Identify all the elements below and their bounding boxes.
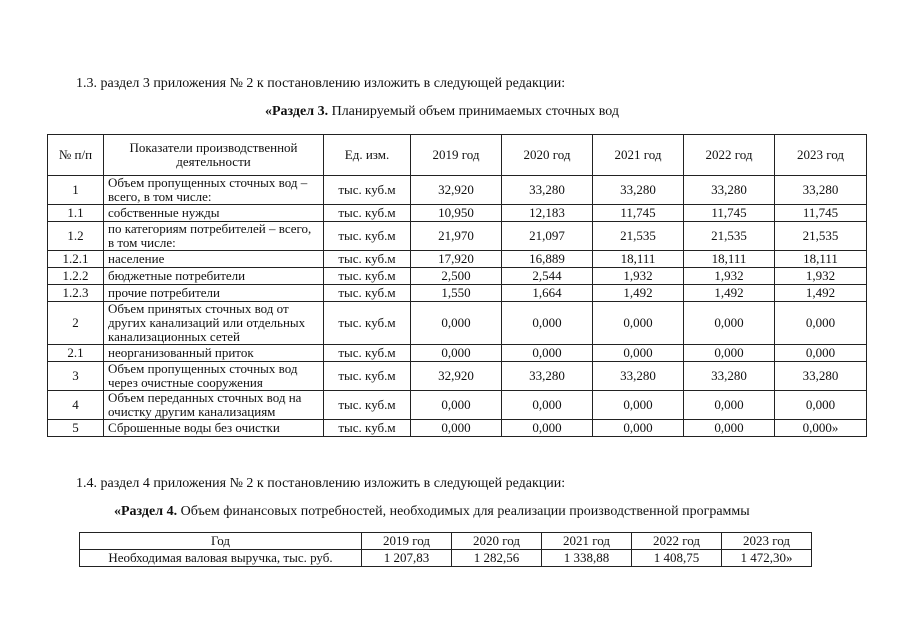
column-header: 2021 год (542, 533, 632, 550)
planned-wastewater-table (47, 134, 867, 437)
column-header: Показатели производственной деятельности (104, 135, 324, 176)
row-unit: тыс. куб.м (324, 222, 411, 251)
column-header: 2020 год (502, 135, 593, 176)
row-value: 0,000 (411, 391, 502, 420)
row-unit: тыс. куб.м (324, 362, 411, 391)
row-value: 32,920 (411, 176, 502, 205)
row-number: 3 (48, 362, 104, 391)
row-value: 0,000 (502, 391, 593, 420)
row-value: 0,000 (775, 345, 867, 362)
row-label: по категориям потребителей – всего, в том числе: (104, 222, 324, 251)
row-value: 0,000» (775, 420, 867, 437)
row-value: 0,000 (411, 345, 502, 362)
row-value: 0,000 (593, 302, 684, 345)
row-number: 2 (48, 302, 104, 345)
row-unit: тыс. куб.м (324, 420, 411, 437)
section4-intro: 1.4. раздел 4 приложения № 2 к постановлению изложить в следующей редакции: (76, 476, 566, 491)
row-value: 21,097 (502, 222, 593, 251)
section4-title-bold: «Раздел 4. (114, 504, 178, 519)
column-header: № п/п (48, 135, 104, 176)
row-number: 2.1 (48, 345, 104, 362)
column-header: 2023 год (722, 533, 812, 550)
table-row (48, 222, 867, 251)
table-row (48, 268, 867, 285)
row-value: 16,889 (502, 251, 593, 268)
row-value: 10,950 (411, 205, 502, 222)
row-unit: тыс. куб.м (324, 302, 411, 345)
row-value: 17,920 (411, 251, 502, 268)
row-number: 4 (48, 391, 104, 420)
column-header: 2020 год (452, 533, 542, 550)
row-label: Объем принятых сточных вод от других канализаций или отдельных канализационных сетей (104, 302, 324, 345)
row-number: 1.2.2 (48, 268, 104, 285)
column-header: Год (80, 533, 362, 550)
row-unit: тыс. куб.м (324, 285, 411, 302)
row-value: 0,000 (593, 345, 684, 362)
row-label: Объем пропущенных сточных вод через очистные сооружения (104, 362, 324, 391)
row-value: 1,664 (502, 285, 593, 302)
table-header-row (80, 533, 812, 550)
row-number: 1.2.3 (48, 285, 104, 302)
table-row (48, 420, 867, 437)
row-value: 21,970 (411, 222, 502, 251)
row-value: 0,000 (684, 420, 775, 437)
row-label: неорганизованный приток (104, 345, 324, 362)
row-value: 33,280 (684, 176, 775, 205)
row-value: 33,280 (775, 176, 867, 205)
column-header: 2022 год (632, 533, 722, 550)
section4-title (114, 504, 750, 520)
financial-needs-table (79, 532, 812, 567)
row-value: 12,183 (502, 205, 593, 222)
row-value: 18,111 (775, 251, 867, 268)
row-value: 1,550 (411, 285, 502, 302)
column-header: 2022 год (684, 135, 775, 176)
section3-intro: 1.3. раздел 3 приложения № 2 к постановлению изложить в следующей редакции: (76, 76, 566, 91)
table-header-row (48, 135, 867, 176)
row-value: 1 207,83 (362, 550, 452, 567)
table-row (48, 362, 867, 391)
row-value: 33,280 (502, 176, 593, 205)
table-row (48, 391, 867, 420)
row-label: Необходимая валовая выручка, тыс. руб. (80, 550, 362, 567)
row-value: 1 282,56 (452, 550, 542, 567)
table-row (48, 205, 867, 222)
section3-title-bold: «Раздел 3. (265, 104, 329, 119)
row-value: 0,000 (775, 302, 867, 345)
row-value: 0,000 (502, 420, 593, 437)
table-row (48, 251, 867, 268)
row-value: 0,000 (593, 391, 684, 420)
row-value: 1,492 (593, 285, 684, 302)
row-label: собственные нужды (104, 205, 324, 222)
row-unit: тыс. куб.м (324, 391, 411, 420)
row-value: 21,535 (593, 222, 684, 251)
row-value: 0,000 (411, 420, 502, 437)
row-number: 5 (48, 420, 104, 437)
row-value: 0,000 (593, 420, 684, 437)
row-value: 1,492 (775, 285, 867, 302)
row-value: 18,111 (593, 251, 684, 268)
column-header: 2023 год (775, 135, 867, 176)
row-unit: тыс. куб.м (324, 205, 411, 222)
section4-title-rest: Объем финансовых потребностей, необходимых для реализации производственной программы (177, 504, 750, 519)
row-value: 21,535 (775, 222, 867, 251)
row-value: 2,544 (502, 268, 593, 285)
row-value: 33,280 (775, 362, 867, 391)
row-value: 0,000 (502, 302, 593, 345)
row-label: Сброшенные воды без очистки (104, 420, 324, 437)
row-value: 33,280 (593, 362, 684, 391)
row-value: 1,932 (775, 268, 867, 285)
row-number: 1.1 (48, 205, 104, 222)
row-value: 0,000 (502, 345, 593, 362)
row-label: бюджетные потребители (104, 268, 324, 285)
row-value: 21,535 (684, 222, 775, 251)
row-value: 0,000 (684, 302, 775, 345)
table-row (48, 176, 867, 205)
row-value: 18,111 (684, 251, 775, 268)
row-value: 2,500 (411, 268, 502, 285)
row-value: 11,745 (593, 205, 684, 222)
row-unit: тыс. куб.м (324, 176, 411, 205)
row-value: 1,932 (684, 268, 775, 285)
column-header: 2019 год (362, 533, 452, 550)
row-value: 0,000 (775, 391, 867, 420)
row-value: 33,280 (684, 362, 775, 391)
section3-title (265, 104, 619, 120)
row-unit: тыс. куб.м (324, 268, 411, 285)
row-value: 0,000 (684, 391, 775, 420)
table-row (48, 302, 867, 345)
row-number: 1.2.1 (48, 251, 104, 268)
table-row (80, 550, 812, 567)
table-row (48, 345, 867, 362)
section3-title-rest: Планируемый объем принимаемых сточных вод (328, 104, 619, 119)
column-header: 2021 год (593, 135, 684, 176)
row-value: 0,000 (684, 345, 775, 362)
row-number: 1.2 (48, 222, 104, 251)
table-row (48, 285, 867, 302)
row-unit: тыс. куб.м (324, 251, 411, 268)
row-label: население (104, 251, 324, 268)
row-value: 33,280 (593, 176, 684, 205)
row-value: 1,492 (684, 285, 775, 302)
row-value: 11,745 (684, 205, 775, 222)
row-value: 1,932 (593, 268, 684, 285)
row-value: 33,280 (502, 362, 593, 391)
column-header: 2019 год (411, 135, 502, 176)
row-label: Объем пропущенных сточных вод – всего, в том числе: (104, 176, 324, 205)
row-value: 11,745 (775, 205, 867, 222)
row-value: 1 338,88 (542, 550, 632, 567)
row-value: 1 472,30» (722, 550, 812, 567)
column-header: Ед. изм. (324, 135, 411, 176)
row-unit: тыс. куб.м (324, 345, 411, 362)
row-label: прочие потребители (104, 285, 324, 302)
row-value: 0,000 (411, 302, 502, 345)
row-number: 1 (48, 176, 104, 205)
row-value: 1 408,75 (632, 550, 722, 567)
row-value: 32,920 (411, 362, 502, 391)
row-label: Объем переданных сточных вод на очистку другим канализациям (104, 391, 324, 420)
